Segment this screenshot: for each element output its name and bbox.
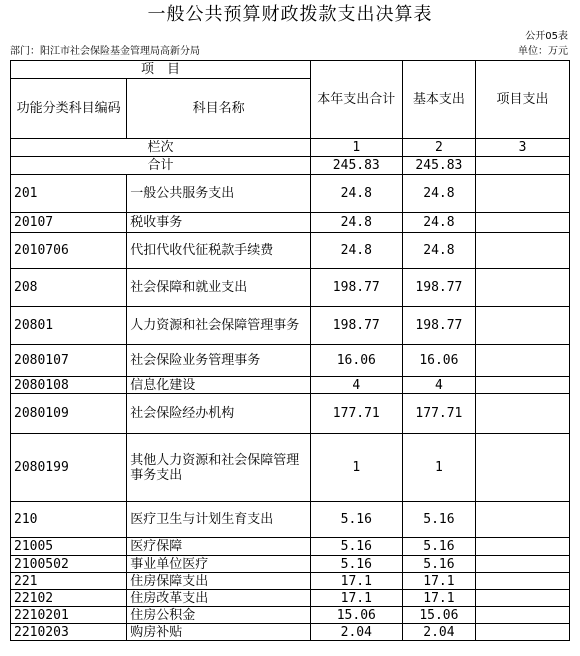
basic-amount-cell: 4 [402,377,475,394]
total-amount-cell: 24.8 [310,175,402,213]
sum-basic: 245.83 [402,157,475,175]
function-code-cell: 20801 [11,307,127,345]
form-code: 公开05表 [525,31,568,42]
unit-label: 单位：万元 [518,46,568,57]
function-code-cell: 21005 [11,538,127,556]
basic-amount-cell: 15.06 [402,607,475,624]
table-row [11,573,570,590]
column-number-3: 3 [476,139,570,157]
total-amount-cell: 24.8 [310,213,402,233]
project-amount-cell [476,624,570,641]
name-column-header: 科目名称 [127,79,311,139]
table-row [11,233,570,269]
column-number-2: 2 [402,139,475,157]
total-column-header: 本年支出合计 [310,61,402,139]
total-amount-cell: 5.16 [310,538,402,556]
column-number-1: 1 [310,139,402,157]
table-row [11,213,570,233]
column-number-row [11,139,570,157]
header-row-item [11,61,570,79]
subject-name-cell: 医疗卫生与计划生育支出 [127,502,311,538]
table-row [11,377,570,394]
subject-name-cell: 住房公积金 [127,607,311,624]
basic-amount-cell: 17.1 [402,590,475,607]
project-amount-cell [476,556,570,573]
table-row [11,434,570,502]
total-amount-cell: 16.06 [310,345,402,377]
project-amount-cell [476,434,570,502]
row-label: 栏次 [11,139,311,157]
total-amount-cell: 1 [310,434,402,502]
subject-name-cell: 住房保障支出 [127,573,311,590]
expenditure-table [10,60,570,641]
function-code-cell: 2210203 [11,624,127,641]
subject-name-cell: 代扣代收代征税款手续费 [127,233,311,269]
project-amount-cell [476,377,570,394]
function-code-cell: 2080109 [11,394,127,434]
table-row [11,307,570,345]
table-row [11,538,570,556]
function-code-cell: 20107 [11,213,127,233]
basic-amount-cell: 5.16 [402,538,475,556]
basic-amount-cell: 5.16 [402,502,475,538]
table-row [11,345,570,377]
total-amount-cell: 5.16 [310,556,402,573]
subject-name-cell: 住房改革支出 [127,590,311,607]
function-code-cell: 2210201 [11,607,127,624]
subject-name-cell: 税收事务 [127,213,311,233]
basic-amount-cell: 2.04 [402,624,475,641]
total-amount-cell: 17.1 [310,590,402,607]
total-amount-cell: 4 [310,377,402,394]
sum-total: 245.83 [310,157,402,175]
sum-label: 合计 [11,157,311,175]
project-amount-cell [476,538,570,556]
code-column-header: 功能分类科目编码 [11,79,127,139]
project-amount-cell [476,175,570,213]
report-title: 一般公共预算财政拨款支出决算表 [147,4,433,25]
table-row [11,607,570,624]
function-code-cell: 210 [11,502,127,538]
basic-amount-cell: 198.77 [402,269,475,307]
basic-amount-cell: 24.8 [402,213,475,233]
project-amount-cell [476,233,570,269]
total-amount-cell: 17.1 [310,573,402,590]
subject-name-cell: 人力资源和社会保障管理事务 [127,307,311,345]
function-code-cell: 2080199 [11,434,127,502]
project-amount-cell [476,573,570,590]
department-label: 部门：阳江市社会保险基金管理局高新分局 [10,46,200,57]
function-code-cell: 22102 [11,590,127,607]
project-amount-cell [476,345,570,377]
basic-amount-cell: 16.06 [402,345,475,377]
table-row [11,502,570,538]
total-amount-cell: 15.06 [310,607,402,624]
basic-amount-cell: 24.8 [402,233,475,269]
table-row [11,269,570,307]
subject-name-cell: 购房补贴 [127,624,311,641]
subject-name-cell: 信息化建设 [127,377,311,394]
total-amount-cell: 24.8 [310,233,402,269]
function-code-cell: 2080108 [11,377,127,394]
project-amount-cell [476,269,570,307]
total-amount-cell: 177.71 [310,394,402,434]
function-code-cell: 208 [11,269,127,307]
project-amount-cell [476,394,570,434]
subject-name-cell: 社会保险经办机构 [127,394,311,434]
table-row [11,556,570,573]
project-amount-cell [476,213,570,233]
subject-name-cell: 事业单位医疗 [127,556,311,573]
basic-amount-cell: 5.16 [402,556,475,573]
table-body [11,61,570,641]
total-amount-cell: 198.77 [310,269,402,307]
function-code-cell: 201 [11,175,127,213]
basic-amount-cell: 24.8 [402,175,475,213]
total-amount-cell: 2.04 [310,624,402,641]
subject-name-cell: 社会保险业务管理事务 [127,345,311,377]
project-column-header: 项目支出 [476,61,570,139]
function-code-cell: 2010706 [11,233,127,269]
table-row [11,394,570,434]
table-row [11,624,570,641]
basic-column-header: 基本支出 [402,61,475,139]
subject-name-cell: 一般公共服务支出 [127,175,311,213]
table-row [11,175,570,213]
subject-name-cell: 社会保障和就业支出 [127,269,311,307]
item-header: 项 目 [11,61,311,79]
total-amount-cell: 5.16 [310,502,402,538]
subject-name-cell: 医疗保障 [127,538,311,556]
function-code-cell: 2080107 [11,345,127,377]
sum-project [476,157,570,175]
project-amount-cell [476,307,570,345]
project-amount-cell [476,502,570,538]
sum-row [11,157,570,175]
table-row [11,590,570,607]
project-amount-cell [476,607,570,624]
function-code-cell: 2100502 [11,556,127,573]
basic-amount-cell: 198.77 [402,307,475,345]
basic-amount-cell: 177.71 [402,394,475,434]
total-amount-cell: 198.77 [310,307,402,345]
subject-name-cell: 其他人力资源和社会保障管理事务支出 [127,434,311,502]
basic-amount-cell: 17.1 [402,573,475,590]
function-code-cell: 221 [11,573,127,590]
project-amount-cell [476,590,570,607]
basic-amount-cell: 1 [402,434,475,502]
